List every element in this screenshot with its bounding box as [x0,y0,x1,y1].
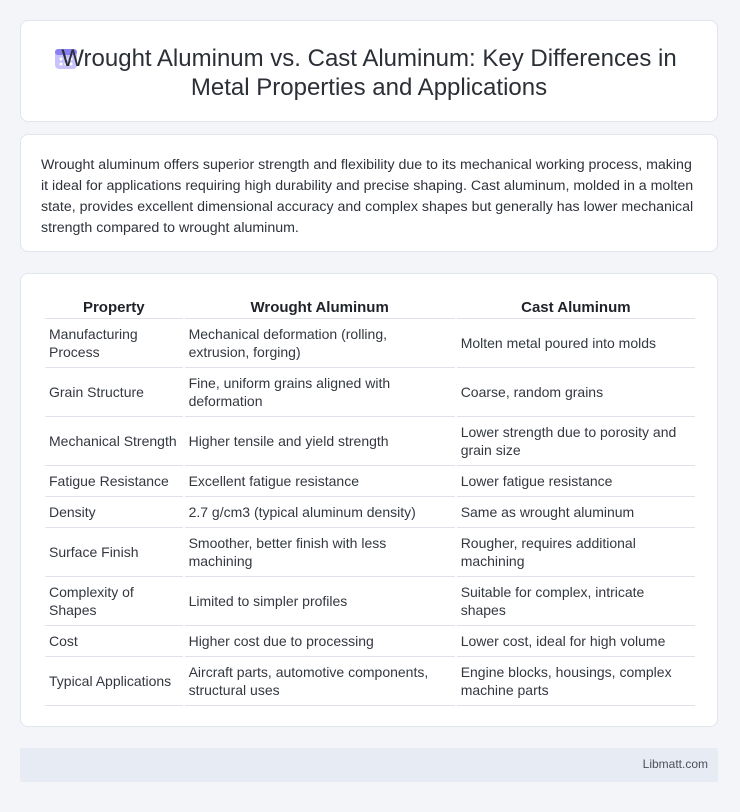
cell-cast: Lower fatigue resistance [457,466,695,497]
cell-cast: Lower cost, ideal for high volume [457,626,695,657]
cell-cast: Molten metal poured into molds [457,319,695,368]
header-property: Property [45,296,183,319]
cell-wrought: Higher cost due to processing [185,626,455,657]
cell-cast: Lower strength due to porosity and grain size [457,417,695,466]
cell-wrought: Fine, uniform grains aligned with deformation [185,368,455,417]
cell-property: Density [45,497,183,528]
cell-wrought: Excellent fatigue resistance [185,466,455,497]
header-cast: Cast Aluminum [457,296,695,319]
cell-cast: Suitable for complex, intricate shapes [457,577,695,626]
cell-wrought: Limited to simpler profiles [185,577,455,626]
cell-property: Mechanical Strength [45,417,183,466]
cell-property: Complexity of Shapes [45,577,183,626]
cell-cast: Engine blocks, housings, complex machine parts [457,657,695,706]
table-row [45,319,695,368]
cell-property: Typical Applications [45,657,183,706]
cell-wrought: Aircraft parts, automotive components, structural uses [185,657,455,706]
cell-property: Manufacturing Process [45,319,183,368]
header-wrought: Wrought Aluminum [185,296,455,319]
table-row [45,626,695,657]
cell-cast: Coarse, random grains [457,368,695,417]
footer-site-link[interactable]: Libmatt.com [642,757,708,771]
table-header-row [45,296,695,319]
table-row [45,417,695,466]
cell-cast: Rougher, requires additional machining [457,528,695,577]
cell-wrought: 2.7 g/cm3 (typical aluminum density) [185,497,455,528]
cell-property: Cost [45,626,183,657]
cell-wrought: Smoother, better finish with less machining [185,528,455,577]
table-row [45,497,695,528]
footer-bar [20,748,718,782]
cell-cast: Same as wrought aluminum [457,497,695,528]
table-row [45,368,695,417]
cell-wrought: Higher tensile and yield strength [185,417,455,466]
intro-card [20,134,718,252]
title-card [20,20,718,122]
intro-paragraph: Wrought aluminum offers superior strength and flexibility due to its mechanical working process, making it ideal for applications requiring high durability and precise shaping. Cast aluminum, molded in a molten state, provides excellent dimensional accuracy and complex shapes but generally has lower mechanical strength compared to wrought aluminum. [41,157,694,236]
table-row [45,466,695,497]
page-title: Wrought Aluminum vs. Cast Aluminum: Key Differences in Metal Properties and Applications [61,45,677,101]
table-row [45,528,695,577]
cell-property: Surface Finish [45,528,183,577]
comparison-table [43,296,697,706]
table-row [45,577,695,626]
cell-property: Grain Structure [45,368,183,417]
cell-wrought: Mechanical deformation (rolling, extrusion, forging) [185,319,455,368]
table-row [45,657,695,706]
comparison-card [20,273,718,727]
cell-property: Fatigue Resistance [45,466,183,497]
